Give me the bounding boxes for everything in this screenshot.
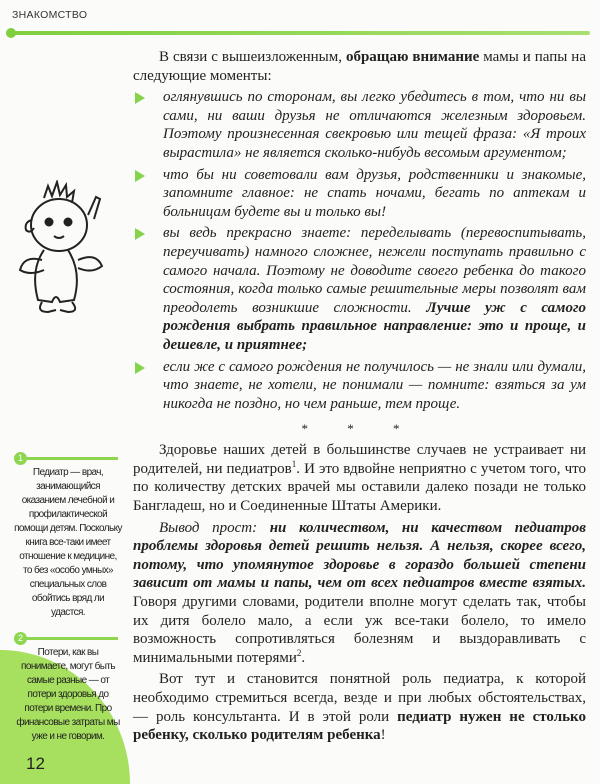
text: оглянувшись по сторонам, вы легко убедитесь в том, что ни вы сами, ни ваши друзья не отличаются железным здоровьем. Поэтому произнесенная свекровью или тещей фраза: «Я троих вырастила» не является сколько-нибудь весомым аргументом; [163,89,586,161]
paragraph [133,441,586,515]
list-item [133,358,586,414]
footnote-1: Педиатр — врач, занимающийся оказанием лечебной и профилактической помощи детям. Поскольку книга все-таки имеет отношение к медицине, то без «особо умных» специальных слов обойтись вряд ли удастся. [14,467,122,618]
emphasis: педиатр нужен не столько ребенку, сколько родителям ребенка [133,708,586,744]
header-rule [10,31,590,35]
bullet-triangle-icon [135,362,145,374]
baby-illustration [14,180,114,320]
note-rule [18,637,118,640]
bullet-triangle-icon [135,228,145,240]
text: мамы и папы на следующие моменты: [133,49,586,84]
text: Вывод прост: [159,519,270,536]
sidebar-notes [14,452,122,756]
text: Вот тут и становится понятной роль педиатра, к которой необходимо стремиться всегда, везде и при любых обстоятельствах, — роль консультанта. И в этой роли [133,671,586,725]
note-rule [18,457,118,460]
text: Здоровье наших детей в большинстве случаев не устраивает ни родителей, ни педиатров [133,442,586,477]
text: Говоря другими словами, родители вполне могут сделать так, чтобы их дитя болело мало, а если уж все-таки болело, то имело возможность сопротивляться болезням и выздоравливать с минимальными потерями [133,594,586,666]
section-separator: * * * [301,421,418,437]
footnote-ref: 2 [296,647,302,658]
main-text [133,48,586,748]
footnote-number: 2 [14,632,27,645]
bullet-triangle-icon [135,92,145,104]
footnote-2: Потери, как вы понимаете, могут быть самые разные — от потери здоровья до потери времени. Про финансовые затраты мы уже и не говорим. [16,647,120,742]
text: . И это вдвойне неприятно с учетом того, что по количеству детских врачей мы оставили далеко позади не только Бангладеш, но и Соединенные Штаты Америки. [133,460,587,515]
list-item [133,224,586,354]
text: если же с самого рождения не получилось — не знали или думали, что знаете, не хотели, не понимали — помните: взяться за ум никогда не поздно, но чем раньше, тем проще. [163,358,586,412]
paragraph [133,519,586,668]
footnote-number: 1 [14,452,27,465]
bullet-triangle-icon [135,170,145,182]
section-header: ЗНАКОМСТВО [12,9,88,21]
list-item [133,166,586,222]
list-item [133,88,586,162]
text: что бы ни советовали вам друзья, родственники и знакомые, запомните главное: не спать ночами, бегать по аптекам и больницам будете вы и только вы! [163,166,586,220]
emphasis: Лучше уж с самого рождения выбрать правильное направление: это и проще, и дешевле, и приятнее; [163,299,586,353]
footnote-block [14,632,122,744]
text: В связи с вышеизложенным, [159,49,346,65]
footnote-ref: 1 [291,458,297,469]
text: ! [380,727,386,744]
emphasis: обращаю внимание [345,49,480,65]
page-number: 12 [26,754,45,773]
emphasis: ни количеством, ни качеством педиатров проблемы здоровья детей решить нельзя. А нельзя, скорее всего, потому, что упомянутое здоровье в гораздо большей степени зависит от мамы и папы, чем от всех педиатров вместе взятых. [133,519,586,592]
text: вы ведь прекрасно знаете: переделывать (перевоспитывать, переучивать) намного сложнее, нежели поступать правильно с самого начала. Поэтому не доводите своего ребенка до такого состояния, когда только самые решительные меры позволят вам преодолеть возникшие сложности. [163,225,586,316]
footnote-block [14,452,122,620]
paragraph [133,670,586,744]
text: . [301,649,306,666]
paragraph-intro [133,48,586,85]
